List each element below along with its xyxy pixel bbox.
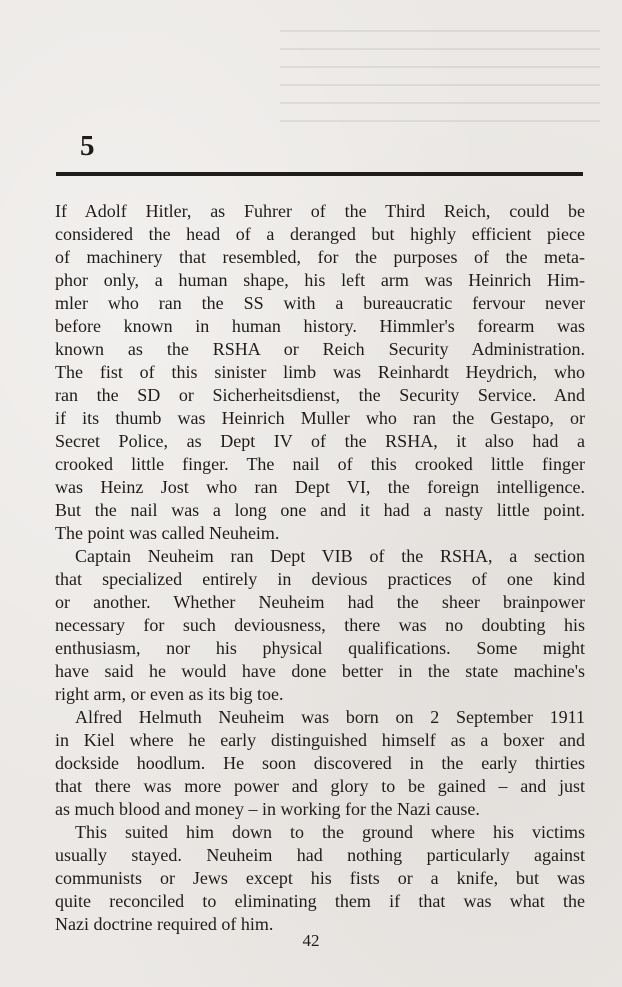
text-line: The point was called Neuheim. [55,523,280,543]
text-line: Alfred Helmuth Neuheim was born on 2 September 1911 [75,707,585,727]
text-line: have said he would have done better in the state machine's [55,661,585,681]
text-line: usually stayed. Neuheim had nothing particularly against [55,845,585,865]
text-line: Captain Neuheim ran Dept VIB of the RSHA, a section [75,546,585,566]
text-line: Nazi doctrine required of him. [55,914,274,934]
text-line: crooked little finger. The nail of this crooked little finger [55,454,585,474]
text-line: of machinery that resembled, for the purposes of the meta- [55,247,585,267]
text-line: that specialized entirely in devious practices of one kind [55,569,585,589]
text-line: right arm, or even as its big toe. [55,684,284,704]
text-line: known as the RSHA or Reich Security Administration. [55,339,585,359]
text-line: or another. Whether Neuheim had the sheer brainpower [55,592,585,612]
body-text [55,200,585,936]
text-line: dockside hoodlum. He soon discovered in the early thirties [55,753,585,773]
page-number: 42 [302,931,320,950]
text-line: If Adolf Hitler, as Fuhrer of the Third Reich, could be [55,201,585,221]
text-line: considered the head of a deranged but highly efficient piece [55,224,585,244]
text-line: if its thumb was Heinrich Muller who ran the Gestapo, or [55,408,585,428]
text-line: in Kiel where he early distinguished himself as a boxer and [55,730,585,750]
text-line: was Heinz Jost who ran Dept VI, the foreign intelligence. [55,477,585,497]
text-line: But the nail was a long one and it had a nasty little point. [55,500,585,520]
text-line: The fist of this sinister limb was Reinhardt Heydrich, who [55,362,585,382]
text-line: quite reconciled to eliminating them if that was what the [55,891,585,911]
text-line: necessary for such deviousness, there was no doubting his [55,615,585,635]
text-line: ran the SD or Sicherheitsdienst, the Security Service. And [55,385,585,405]
text-line: communists or Jews except his fists or a knife, but was [55,868,585,888]
bleed-through-shadow [280,30,600,180]
text-line: that there was more power and glory to be gained – and just [55,776,585,796]
text-line: phor only, a human shape, his left arm was Heinrich Him- [55,270,585,290]
text-line: as much blood and money – in working for the Nazi cause. [55,799,480,819]
text-line: mler who ran the SS with a bureaucratic fervour never [55,293,585,313]
text-line: This suited him down to the ground where his victims [75,822,585,842]
text-line: Secret Police, as Dept IV of the RSHA, it also had a [55,431,585,451]
chapter-rule [56,172,583,176]
chapter-number: 5 [80,130,95,162]
text-line: enthusiasm, nor his physical qualifications. Some might [55,638,585,658]
text-line: before known in human history. Himmler's forearm was [55,316,585,336]
